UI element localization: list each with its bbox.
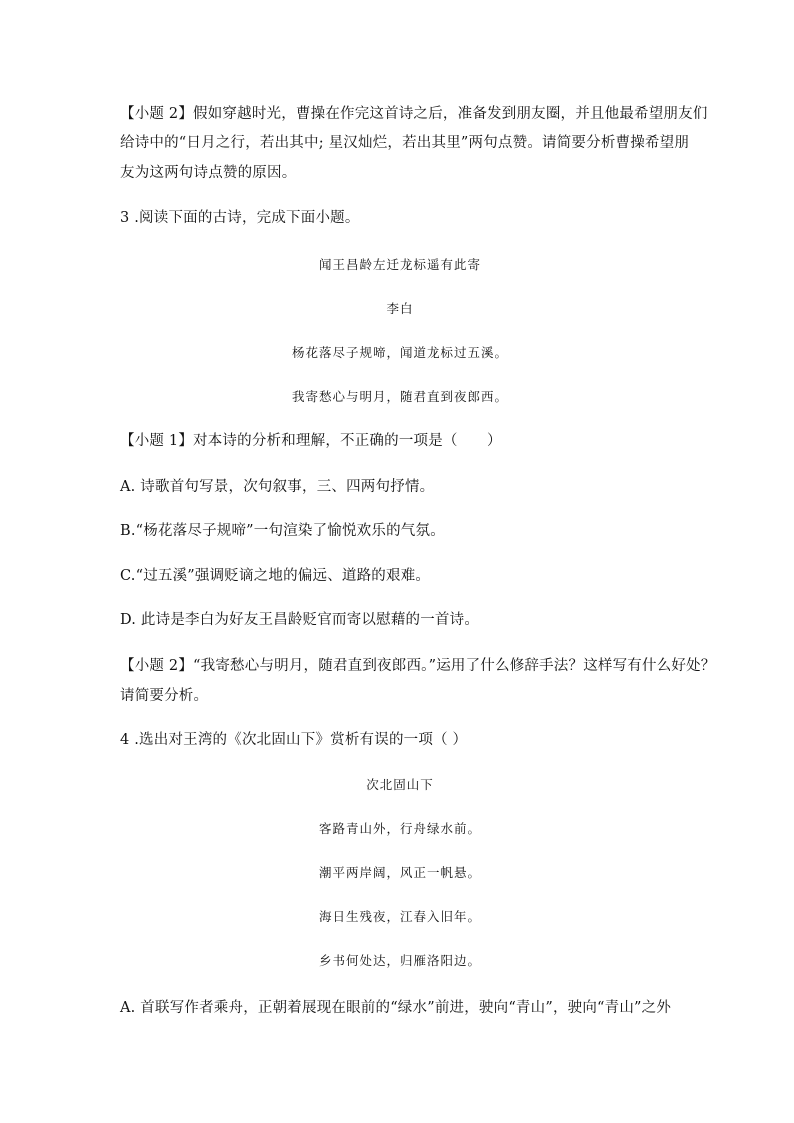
q3-stem: 3 .阅读下面的古诗，完成下面小题。	[120, 210, 360, 226]
q2-sub2-line-1: 【小题 2】假如穿越时光，曹操在作完这首诗之后，准备发到朋友圈，并且他最希望朋友们	[120, 106, 708, 122]
q3-poem-author: 李白	[386, 301, 414, 316]
q2-sub2-line-3: 友为这两句诗点赞的原因。	[120, 165, 297, 181]
q4-poem-line-1: 客路青山外，行舟绿水前。	[318, 821, 481, 836]
q4-poem-line-3: 海日生残夜，江春入旧年。	[318, 909, 481, 924]
q3-sub2-line-2: 请简要分析。	[120, 688, 209, 704]
q4-poem-title: 次北固山下	[366, 777, 434, 792]
q3-sub1-option-a: A. 诗歌首句写景，次句叙事，三、四两句抒情。	[120, 479, 435, 495]
q4-stem: 4 .选出对王湾的《次北固山下》赏析有误的一项（ ）	[120, 732, 468, 748]
q3-poem-line-2: 我寄愁心与明月，随君直到夜郎西。	[291, 389, 508, 404]
q3-sub2-line-1: 【小题 2】“我寄愁心与明月，随君直到夜郎西。”运用了什么修辞手法？这样写有什么好处？	[120, 658, 716, 674]
q2-sub2-line-2: 给诗中的“日月之行，若出其中; 星汉灿烂，若出其里”两句点赞。请简要分析曹操希望朋	[120, 135, 690, 151]
q4-poem-line-2: 潮平两岸阔，风正一帆悬。	[318, 865, 481, 880]
q3-poem-title: 闻王昌龄左迁龙标遥有此寄	[318, 257, 481, 272]
q3-sub1-stem: 【小题 1】对本诗的分析和理解，不正确的一项是（ ）	[120, 433, 502, 449]
q3-sub1-option-c: C.“过五溪”强调贬谪之地的偏远、道路的艰难。	[120, 568, 431, 584]
q3-poem-line-1: 杨花落尽子规啼，闻道龙标过五溪。	[291, 345, 508, 360]
q3-sub1-option-b: B.“杨花落尽子规啼”一句渲染了愉悦欢乐的气氛。	[120, 523, 445, 539]
q4-option-a: A. 首联写作者乘舟，正朝着展现在眼前的“绿水”前进，驶向“青山”，驶向“青山”之外	[120, 1000, 672, 1016]
q4-poem-line-4: 乡书何处达，归雁洛阳边。	[318, 953, 481, 968]
q3-sub1-option-d: D. 此诗是李白为好友王昌龄贬官而寄以慰藉的一首诗。	[120, 612, 480, 628]
